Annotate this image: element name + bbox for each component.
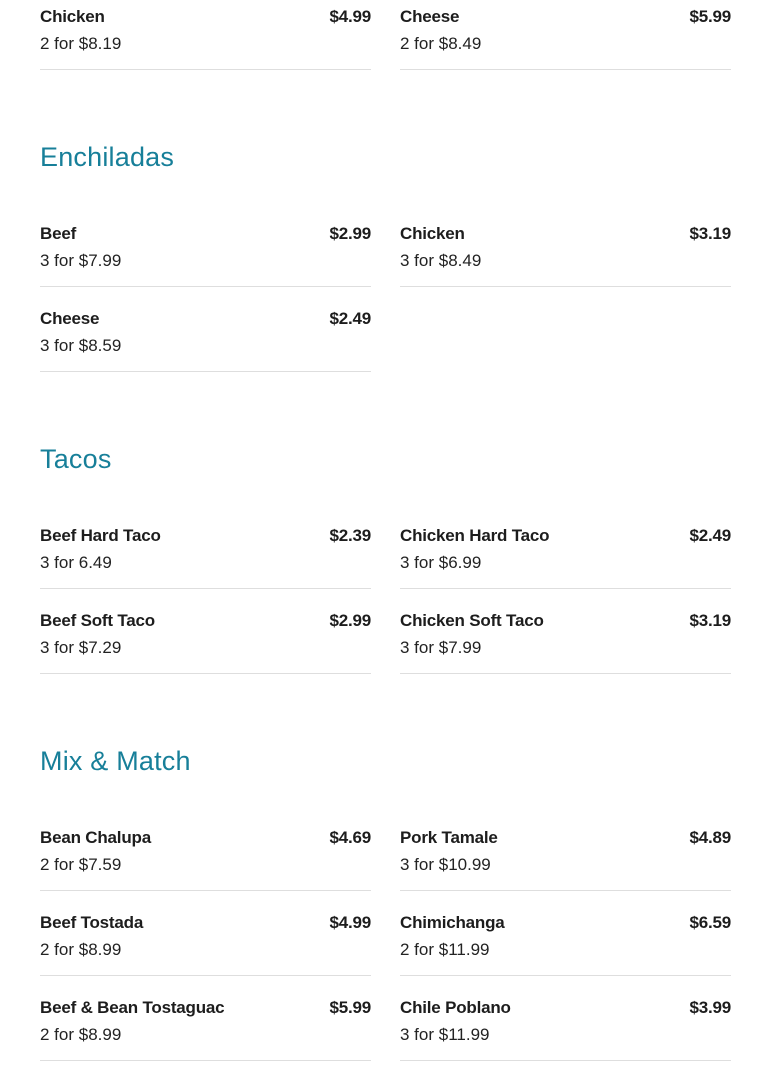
item-price: $2.99	[329, 611, 371, 630]
item-name: Pork Tamale	[400, 828, 498, 847]
menu-item	[400, 5, 731, 70]
item-deal: 2 for $8.19	[40, 34, 122, 53]
item-name: Chile Poblano	[400, 998, 511, 1017]
item-row	[40, 5, 371, 29]
menu-section	[40, 141, 731, 372]
item-price: $5.99	[689, 7, 731, 26]
item-deal: 3 for $7.99	[400, 638, 482, 657]
item-deal: 3 for $8.49	[400, 251, 482, 270]
item-deal: 2 for $8.49	[400, 34, 482, 53]
item-row	[400, 222, 731, 246]
section-items	[40, 5, 731, 70]
item-price: $3.99	[689, 998, 731, 1017]
item-deal: 2 for $8.99	[40, 940, 122, 959]
item-deal: 3 for $8.59	[40, 336, 122, 355]
item-row	[400, 609, 731, 633]
menu-item	[40, 996, 371, 1061]
menu-item	[40, 5, 371, 70]
item-name: Beef Tostada	[40, 913, 144, 932]
item-row	[400, 826, 731, 850]
menu	[40, 5, 731, 1061]
section-items	[40, 222, 731, 372]
item-row	[40, 911, 371, 935]
item-price: $2.49	[329, 309, 371, 328]
item-deal: 3 for $11.99	[400, 1025, 490, 1044]
item-price: $4.69	[329, 828, 371, 847]
item-row	[40, 996, 371, 1020]
item-price: $5.99	[329, 998, 371, 1017]
menu-item	[40, 307, 371, 372]
menu-item	[400, 524, 731, 589]
item-row	[400, 524, 731, 548]
item-name: Bean Chalupa	[40, 828, 151, 847]
section-title: Tacos	[40, 444, 112, 474]
item-row	[40, 222, 371, 246]
menu-item	[40, 826, 371, 891]
item-row	[400, 996, 731, 1020]
item-price: $4.99	[329, 7, 371, 26]
item-name: Cheese	[40, 309, 100, 328]
item-price: $3.19	[689, 611, 731, 630]
item-name: Chicken	[400, 224, 465, 243]
section-title: Enchiladas	[40, 142, 175, 172]
menu-item	[40, 222, 371, 287]
menu-item	[400, 609, 731, 674]
item-row	[400, 911, 731, 935]
item-deal: 3 for $10.99	[400, 855, 491, 874]
item-price: $2.99	[329, 224, 371, 243]
section-title: Mix & Match	[40, 746, 191, 776]
section-items	[40, 826, 731, 1061]
item-row	[40, 609, 371, 633]
item-name: Chicken	[40, 7, 105, 26]
item-deal: 2 for $8.99	[40, 1025, 122, 1044]
item-name: Chicken Soft Taco	[400, 611, 544, 630]
menu-section	[40, 443, 731, 674]
item-deal: 2 for $11.99	[400, 940, 490, 959]
item-name: Beef Soft Taco	[40, 611, 155, 630]
item-row	[40, 307, 371, 331]
item-price: $6.59	[689, 913, 731, 932]
menu-item	[40, 524, 371, 589]
item-name: Chimichanga	[400, 913, 505, 932]
item-deal: 3 for $7.29	[40, 638, 122, 657]
menu-item	[400, 222, 731, 287]
item-row	[400, 5, 731, 29]
item-price: $3.19	[689, 224, 731, 243]
menu-section	[40, 5, 731, 70]
item-name: Beef	[40, 224, 77, 243]
item-price: $4.89	[689, 828, 731, 847]
item-price: $4.99	[329, 913, 371, 932]
item-row	[40, 826, 371, 850]
item-row	[40, 524, 371, 548]
item-deal: 2 for $7.59	[40, 855, 122, 874]
menu-item	[400, 826, 731, 891]
item-name: Beef & Bean Tostaguac	[40, 998, 225, 1017]
menu-section	[40, 745, 731, 1061]
item-price: $2.49	[689, 526, 731, 545]
item-deal: 3 for 6.49	[40, 553, 112, 572]
item-name: Cheese	[400, 7, 460, 26]
menu-item	[40, 609, 371, 674]
menu-item	[400, 996, 731, 1061]
item-name: Beef Hard Taco	[40, 526, 161, 545]
item-name: Chicken Hard Taco	[400, 526, 550, 545]
menu-item	[400, 911, 731, 976]
item-deal: 3 for $6.99	[400, 553, 482, 572]
menu-item	[40, 911, 371, 976]
section-items	[40, 524, 731, 674]
item-deal: 3 for $7.99	[40, 251, 122, 270]
item-price: $2.39	[329, 526, 371, 545]
